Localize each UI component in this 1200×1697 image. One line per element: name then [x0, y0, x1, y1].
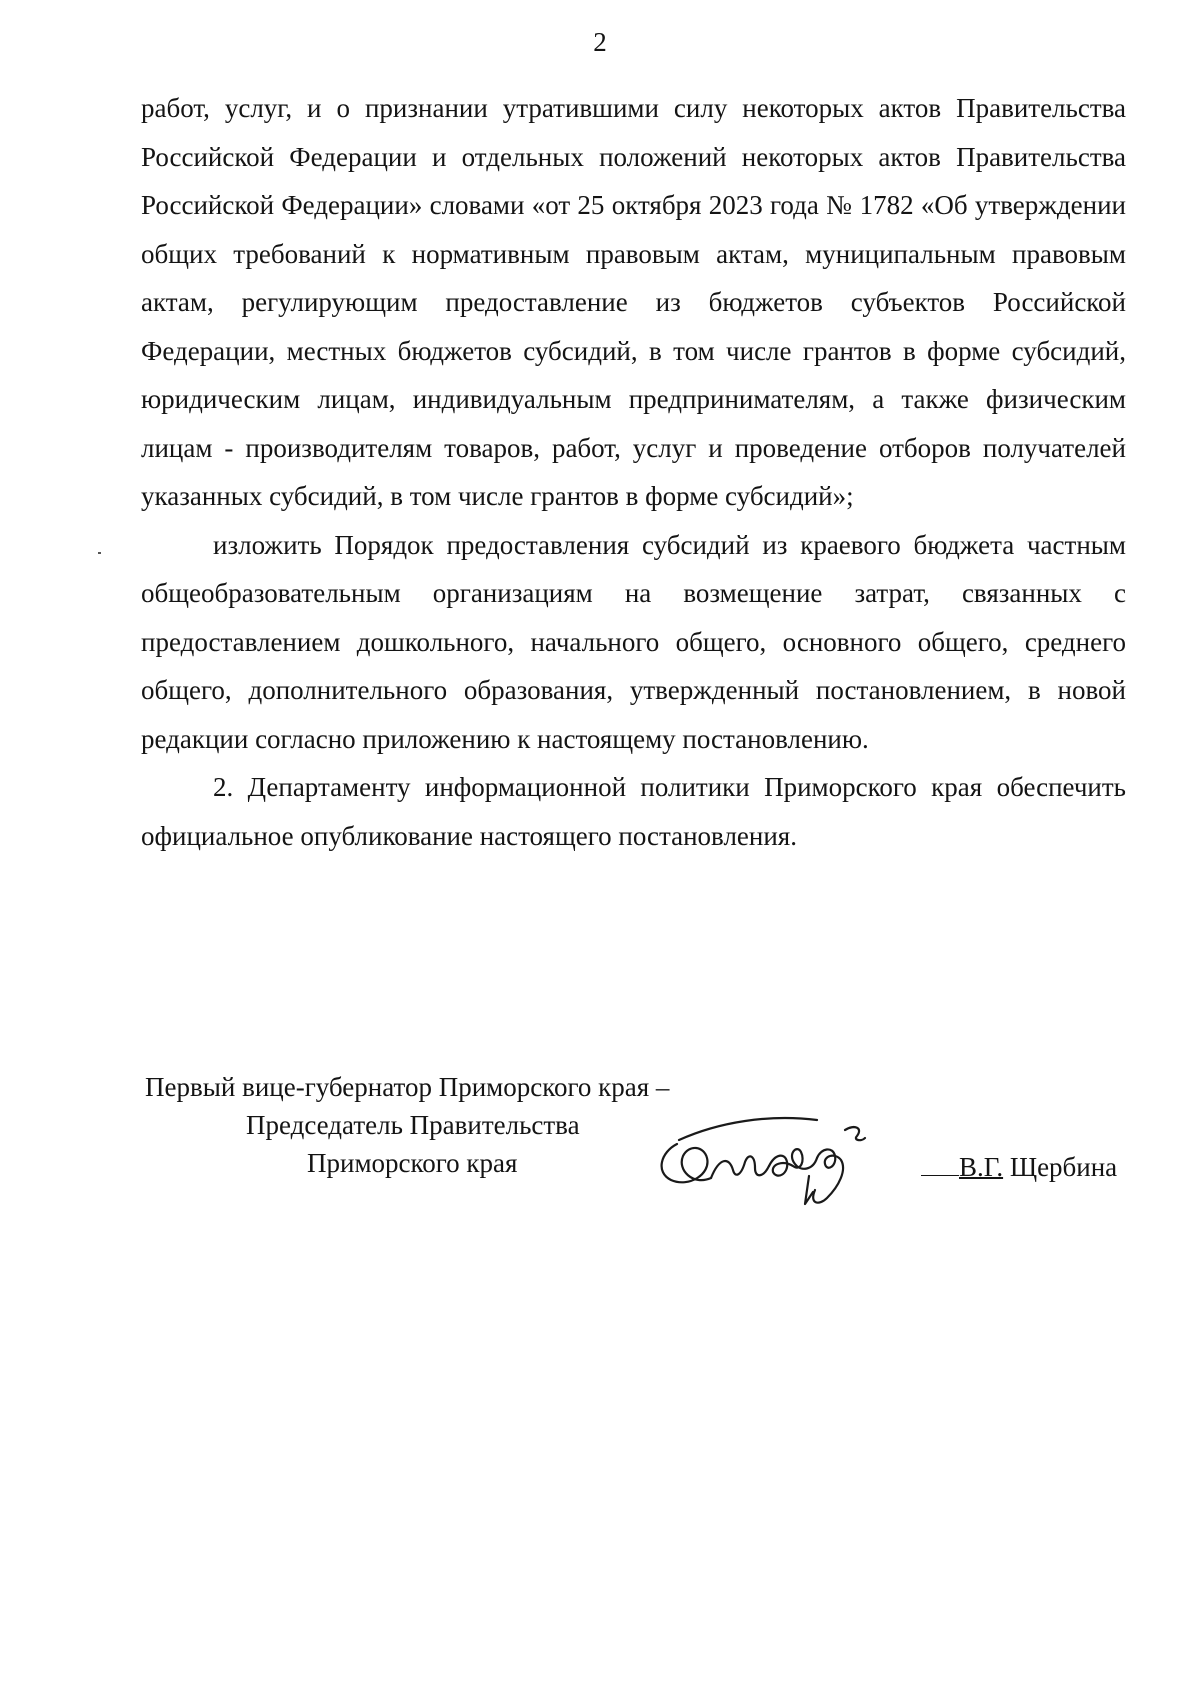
signature-block	[141, 1070, 1126, 1200]
signer-name	[921, 1150, 1117, 1184]
paragraph-procedure: изложить Порядок предоставления субсидий из краевого бюджета частным общеобразовательным организациям на возмещение затрат, связанных с предоставлением дошкольного, начального общего, основного общего, среднего общего, дополнительного образования, утвержденный постановлением, в новой редакции согласно приложению к настоящему постановлению.	[141, 529, 1126, 754]
signer-surname: Щербина	[1009, 1152, 1118, 1182]
signer-position-line-3: Приморского края	[307, 1148, 518, 1178]
handwritten-signature	[649, 1100, 909, 1210]
page-number: 2	[593, 27, 607, 57]
paragraph-continuation: работ, услуг, и о признании утратившими силу некоторых актов Правительства Российской Федерации и отдельных положений некоторых актов Правительства Российской Федерации» словами «от 25 октября 2023 года № 1782 «Об утверждении общих требований к нормативным правовым актам, муниципальным правовым актам, регулирующим предоставление из бюджетов субъектов Российской Федерации, местных бюджетов субсидий, в том числе грантов в форме субсидий, юридическим лицам, индивидуальным предпринимателям, а также физическим лицам - производителям товаров, работ, услуг и проведение отборов получателей указанных субсидий, в том числе грантов в форме субсидий»;	[141, 93, 1126, 511]
margin-mark	[98, 552, 101, 554]
document-body	[141, 84, 1126, 860]
signer-initials: В.Г.	[959, 1152, 1004, 1182]
signature-underline	[921, 1151, 959, 1176]
signer-position-line-1: Первый вице-губернатор Приморского края –	[145, 1072, 670, 1102]
paragraph-item-2: 2. Департаменту информационной политики Приморского края обеспечить официальное опубликование настоящего постановления.	[141, 772, 1126, 851]
signer-position-line-2: Председатель Правительства	[246, 1110, 580, 1140]
